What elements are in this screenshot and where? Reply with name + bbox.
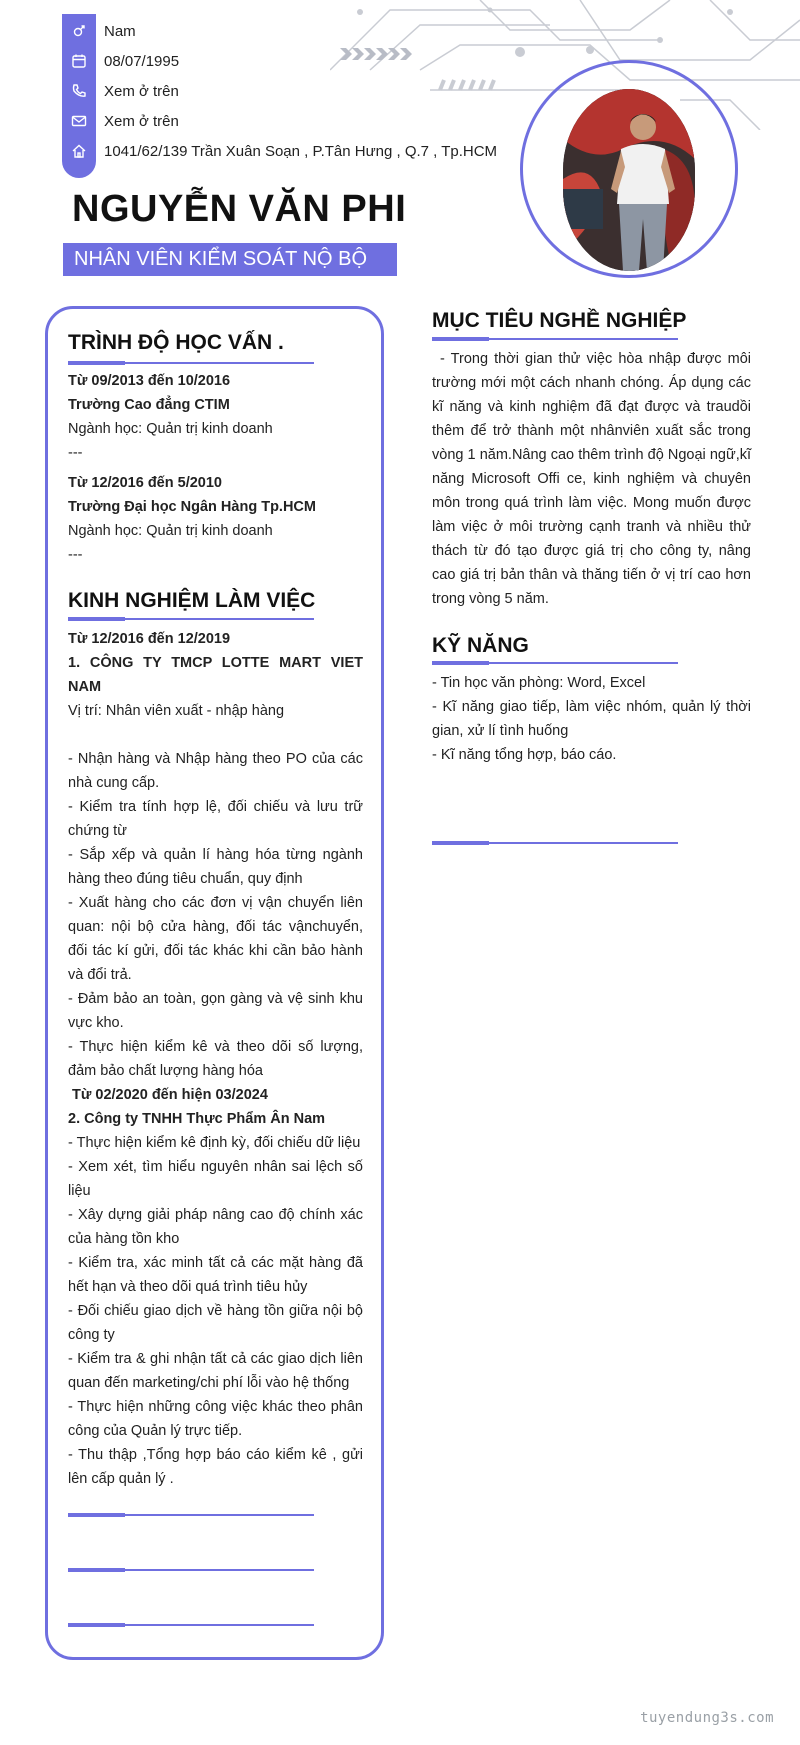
contact-phone <box>62 76 622 106</box>
education-major: Ngành học: Quản trị kinh doanh <box>68 421 273 437</box>
skills-title-underline <box>432 662 678 664</box>
job-position: Vị trí: Nhân viên xuất - nhập hàng <box>68 703 285 719</box>
candidate-name: NGUYỄN VĂN PHI <box>72 188 407 230</box>
skills-title: KỸ NĂNG <box>432 634 529 657</box>
skill-item: - Tin học văn phòng: Word, Excel <box>432 675 646 691</box>
job-task: - Xuất hàng cho các đơn vị vận chuyển liên quan: nội bộ cửa hàng, đối tác vậnchuyển, đối tác kí gửi, đối tác khác khi cần bảo hành và đổi trả. <box>68 895 363 983</box>
education-section <box>68 369 363 567</box>
job-task: - Nhận hàng và Nhập hàng theo PO của các nhà cung cấp. <box>68 751 363 791</box>
divider-line <box>432 842 678 844</box>
education-title-underline <box>68 362 314 364</box>
watermark: tuyendung3s.com <box>640 1710 774 1726</box>
phone-value: Xem ở trên <box>104 82 179 100</box>
objective-section <box>432 347 751 611</box>
job-period: Từ 02/2020 đến hiện 03/2024 <box>72 1087 268 1103</box>
education-separator: --- <box>68 547 83 563</box>
experience-title-underline <box>68 618 314 620</box>
email-value: Xem ở trên <box>104 112 179 130</box>
skills-section <box>432 671 751 767</box>
job-task: - Thu thập ,Tổng hợp báo cáo kiểm kê , gửi lên cấp quản lý . <box>68 1447 363 1487</box>
objective-title-underline <box>432 338 678 340</box>
experience-section <box>68 627 363 1491</box>
divider-line <box>68 1569 314 1571</box>
address-value: 1041/62/139 Trần Xuân Soạn , P.Tân Hưng , Q.7 , Tp.HCM <box>104 142 498 160</box>
job-period: Từ 12/2016 đến 12/2019 <box>68 631 231 647</box>
phone-icon <box>62 83 96 99</box>
job-task: - Đối chiếu giao dịch về hàng tồn giữa nội bộ công ty <box>68 1303 363 1343</box>
job-task: - Kiểm tra, xác minh tất cả các mặt hàng đã hết hạn và theo dõi quá trình tiêu hủy <box>68 1255 363 1295</box>
education-period: Từ 09/2013 đến 10/2016 <box>68 373 231 389</box>
job-task: - Sắp xếp và quản lí hàng hóa từng ngành hàng theo đúng tiêu chuẩn, quy định <box>68 847 363 887</box>
contact-gender <box>62 16 622 46</box>
education-school: Trường Cao đẳng CTIM <box>68 397 230 413</box>
divider-line <box>68 1514 314 1516</box>
divider-line <box>68 1624 314 1626</box>
education-separator: --- <box>68 445 83 461</box>
job-task: - Xem xét, tìm hiểu nguyên nhân sai lệch số liệu <box>68 1159 363 1199</box>
job-task: - Thực hiện kiểm kê định kỳ, đối chiếu dữ liệu <box>68 1135 361 1151</box>
job-task: - Thực hiện những công việc khác theo phân công của Quản lý trực tiếp. <box>68 1399 363 1439</box>
contact-birthdate <box>62 46 622 76</box>
avatar <box>563 89 695 271</box>
skill-item: - Kĩ năng tổng hợp, báo cáo. <box>432 747 617 763</box>
job-task: - Xây dựng giải pháp nâng cao độ chính xác của hàng tồn kho <box>68 1207 363 1247</box>
gender-value: Nam <box>104 22 136 40</box>
mail-icon <box>62 113 96 129</box>
education-school: Trường Đại học Ngân Hàng Tp.HCM <box>68 499 316 515</box>
job-company: 2. Công ty TNHH Thực Phẩm Ân Nam <box>68 1111 326 1127</box>
objective-text: - Trong thời gian thử việc hòa nhập được môi trường mới một cách nhanh chóng. Áp dụng các kĩ năng và kinh nghiệm đã đạt được và traudồi thêm để trở thành một nhânviên xuất sắc trong vòng 1 năm.Nâng cao thêm trình độ Ngoại ngữ,kĩ năng Microsoft Offi ce, kinh nghiệm và chuyên môn trong quá trình làm việc. Mong muốn được làm việc ở môi trường cạnh tranh và nhiều thử thách từ đó tạo được giá trị cho công ty, nâng cao giá trị bản thân và thăng tiến ở vị trí cao hơn trong vòng 5 năm. <box>432 351 751 607</box>
job-title-banner: NHÂN VIÊN KIỂM SOÁT NỘ BỘ <box>63 243 397 276</box>
objective-title: MỤC TIÊU NGHỀ NGHIỆP <box>432 309 687 332</box>
gender-icon <box>62 23 96 39</box>
home-icon <box>62 143 96 159</box>
education-major: Ngành học: Quản trị kinh doanh <box>68 523 273 539</box>
experience-title: KINH NGHIỆM LÀM VIỆC <box>68 589 316 612</box>
education-period: Từ 12/2016 đến 5/2010 <box>68 475 222 491</box>
job-task: - Đảm bảo an toàn, gọn gàng và vệ sinh khu vực kho. <box>68 991 363 1031</box>
birthdate-value: 08/07/1995 <box>104 52 180 70</box>
job-task: - Kiểm tra tính hợp lệ, đối chiếu và lưu trữ chứng từ <box>68 799 363 839</box>
education-title: TRÌNH ĐỘ HỌC VẤN . <box>68 331 284 354</box>
calendar-icon <box>62 53 96 69</box>
job-task: - Thực hiện kiểm kê và theo dõi số lượng, đảm bảo chất lượng hàng hóa <box>68 1039 363 1079</box>
job-task: - Kiểm tra & ghi nhận tất cả các giao dịch liên quan đến marketing/chi phí lỗi vào hệ thống <box>68 1351 363 1391</box>
job-company: 1. CÔNG TY TMCP LOTTE MART VIET NAM <box>68 655 363 695</box>
skill-item: - Kĩ năng giao tiếp, làm việc nhóm, quản lý thời gian, xử lí tình huống <box>432 699 751 739</box>
